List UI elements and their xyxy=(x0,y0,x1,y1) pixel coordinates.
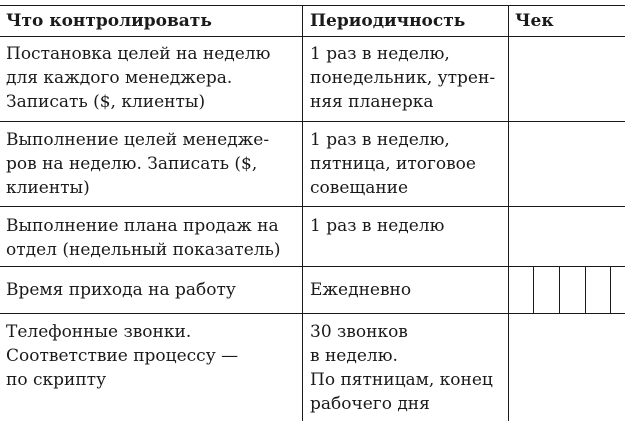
row-2-bottom-border xyxy=(0,206,625,207)
row-1-what-line-2: для каждого менеджера. xyxy=(6,68,233,88)
column-divider-1 xyxy=(302,5,303,421)
header-check: Чек xyxy=(515,11,554,31)
row-1-period-line-1: 1 раз в неделю, xyxy=(310,44,450,64)
row-1-period-line-3: няя планерка xyxy=(310,92,434,112)
row-5-period-line-3: По пятницам, конец xyxy=(310,370,493,390)
check-subcell-divider xyxy=(533,266,534,313)
row-3-bottom-border xyxy=(0,266,625,267)
row-2-period-line-2: пятница, итоговое xyxy=(310,154,476,174)
row-2-what-line-1: Выполнение целей менедже- xyxy=(6,130,270,150)
row-4-what-line-1: Время прихода на работу xyxy=(6,280,236,300)
row-5-what-line-1: Телефонные звонки. xyxy=(6,322,192,342)
row-2-period-line-1: 1 раз в неделю, xyxy=(310,130,450,150)
header-bottom-border xyxy=(0,36,625,37)
row-1-what-line-1: Постановка целей на неделю xyxy=(6,44,271,64)
row-3-what-line-1: Выполнение плана продаж на xyxy=(6,216,279,236)
table-top-border xyxy=(0,5,625,6)
row-2-what-line-3: клиенты) xyxy=(6,178,90,198)
row-2-what-line-2: ров на неделю. Записать ($, xyxy=(6,154,258,174)
row-3-period-line-1: 1 раз в неделю xyxy=(310,216,445,236)
row-4-bottom-border xyxy=(0,313,625,314)
row-1-what-line-3: Записать ($, клиенты) xyxy=(6,92,206,112)
row-2-period-line-3: совещание xyxy=(310,178,409,198)
row-5-period-line-4: рабочего дня xyxy=(310,394,430,414)
row-5-what-line-2: Соответствие процессу — xyxy=(6,346,239,366)
row-4-period-line-1: Ежедневно xyxy=(310,280,412,300)
row-5-period-line-2: в неделю. xyxy=(310,346,398,366)
check-subcell-divider xyxy=(585,266,586,313)
row-5-what-line-3: по скрипту xyxy=(6,370,107,390)
header-periodicity: Периодичность xyxy=(310,11,466,31)
check-subcell-divider xyxy=(610,266,611,313)
row-1-period-line-2: понедельник, утрен- xyxy=(310,68,496,88)
check-subcell-divider xyxy=(559,266,560,313)
row-5-period-line-1: 30 звонков xyxy=(310,322,408,342)
row-1-bottom-border xyxy=(0,121,625,122)
header-what-to-control: Что контролировать xyxy=(6,11,212,31)
column-divider-2 xyxy=(508,5,509,421)
row-3-what-line-2: отдел (недельный показатель) xyxy=(6,240,281,260)
